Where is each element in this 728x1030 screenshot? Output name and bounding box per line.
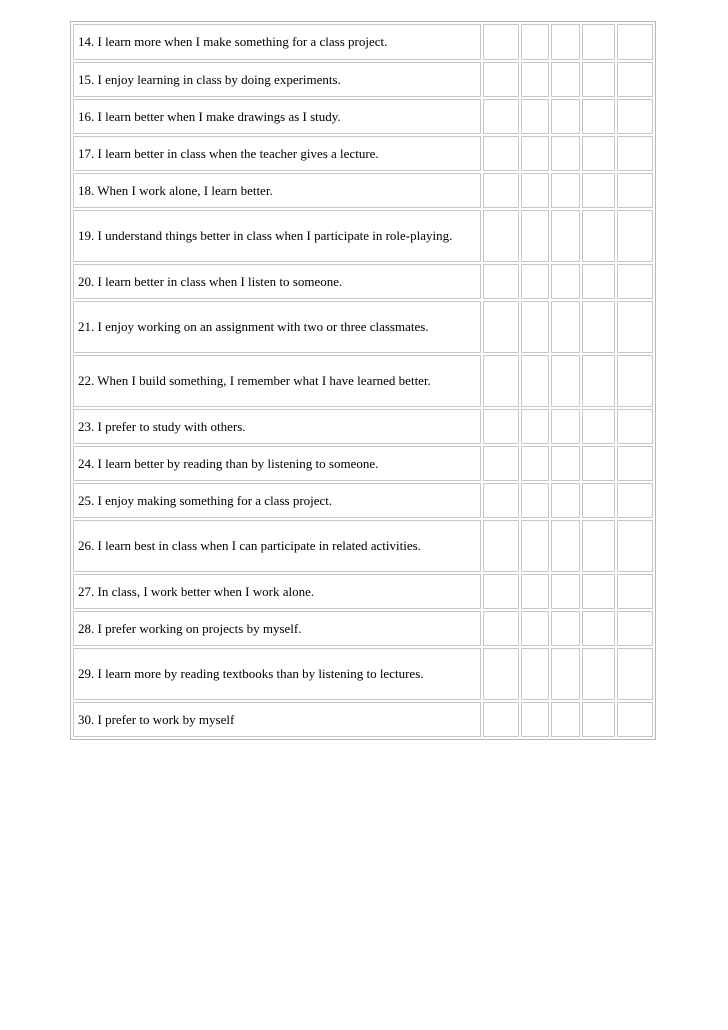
response-cell[interactable] <box>582 520 615 572</box>
response-cell[interactable] <box>551 520 581 572</box>
response-cell[interactable] <box>551 611 581 646</box>
response-cell[interactable] <box>521 210 549 262</box>
response-cell[interactable] <box>551 446 581 481</box>
response-cell[interactable] <box>617 446 653 481</box>
response-cell[interactable] <box>483 24 519 60</box>
response-cell[interactable] <box>521 62 549 97</box>
response-cell[interactable] <box>483 264 519 299</box>
response-cell[interactable] <box>582 574 615 609</box>
response-cell[interactable] <box>582 136 615 171</box>
response-cell[interactable] <box>617 173 653 208</box>
response-cell[interactable] <box>582 611 615 646</box>
response-cell[interactable] <box>551 264 581 299</box>
response-cell[interactable] <box>582 648 615 700</box>
question-text: 17. I learn better in class when the teacher gives a lecture. <box>73 136 481 171</box>
response-cell[interactable] <box>551 24 581 60</box>
response-cell[interactable] <box>582 99 615 134</box>
response-cell[interactable] <box>521 301 549 353</box>
question-text: 22. When I build something, I remember what I have learned better. <box>73 355 481 407</box>
question-text: 27. In class, I work better when I work alone. <box>73 574 481 609</box>
response-cell[interactable] <box>582 264 615 299</box>
response-cell[interactable] <box>582 355 615 407</box>
response-cell[interactable] <box>521 264 549 299</box>
response-cell[interactable] <box>582 409 615 444</box>
question-row <box>73 173 653 208</box>
question-text: 14. I learn more when I make something for a class project. <box>73 24 481 60</box>
response-cell[interactable] <box>483 574 519 609</box>
response-cell[interactable] <box>551 648 581 700</box>
response-cell[interactable] <box>483 520 519 572</box>
response-cell[interactable] <box>617 99 653 134</box>
question-row <box>73 409 653 444</box>
response-cell[interactable] <box>617 355 653 407</box>
question-row <box>73 24 653 60</box>
response-cell[interactable] <box>551 301 581 353</box>
question-row <box>73 483 653 518</box>
response-cell[interactable] <box>617 301 653 353</box>
response-cell[interactable] <box>483 99 519 134</box>
response-cell[interactable] <box>483 483 519 518</box>
response-cell[interactable] <box>551 99 581 134</box>
response-cell[interactable] <box>521 173 549 208</box>
response-cell[interactable] <box>483 611 519 646</box>
question-row <box>73 99 653 134</box>
question-row <box>73 210 653 262</box>
question-text: 19. I understand things better in class when I participate in role-playing. <box>73 210 481 262</box>
question-row <box>73 520 653 572</box>
response-cell[interactable] <box>551 173 581 208</box>
question-row <box>73 446 653 481</box>
question-row <box>73 648 653 700</box>
response-cell[interactable] <box>483 173 519 208</box>
question-text: 15. I enjoy learning in class by doing experiments. <box>73 62 481 97</box>
question-row <box>73 136 653 171</box>
response-cell[interactable] <box>551 702 581 737</box>
response-cell[interactable] <box>582 483 615 518</box>
response-cell[interactable] <box>617 264 653 299</box>
response-cell[interactable] <box>521 611 549 646</box>
question-text: 30. I prefer to work by myself <box>73 702 481 737</box>
response-cell[interactable] <box>521 99 549 134</box>
question-text: 29. I learn more by reading textbooks than by listening to lectures. <box>73 648 481 700</box>
response-cell[interactable] <box>521 648 549 700</box>
response-cell[interactable] <box>582 62 615 97</box>
question-row <box>73 702 653 737</box>
response-cell[interactable] <box>521 355 549 407</box>
response-cell[interactable] <box>551 355 581 407</box>
question-row <box>73 301 653 353</box>
response-cell[interactable] <box>521 702 549 737</box>
response-cell[interactable] <box>521 409 549 444</box>
response-cell[interactable] <box>617 483 653 518</box>
question-row <box>73 62 653 97</box>
response-cell[interactable] <box>551 574 581 609</box>
question-text: 24. I learn better by reading than by listening to someone. <box>73 446 481 481</box>
question-text: 26. I learn best in class when I can participate in related activities. <box>73 520 481 572</box>
response-cell[interactable] <box>551 62 581 97</box>
response-cell[interactable] <box>617 409 653 444</box>
response-cell[interactable] <box>521 136 549 171</box>
question-text: 28. I prefer working on projects by myself. <box>73 611 481 646</box>
response-cell[interactable] <box>521 520 549 572</box>
response-cell[interactable] <box>483 210 519 262</box>
response-cell[interactable] <box>483 702 519 737</box>
response-cell[interactable] <box>483 62 519 97</box>
response-cell[interactable] <box>483 409 519 444</box>
response-cell[interactable] <box>551 409 581 444</box>
response-cell[interactable] <box>582 446 615 481</box>
response-cell[interactable] <box>483 136 519 171</box>
response-cell[interactable] <box>521 446 549 481</box>
response-cell[interactable] <box>521 24 549 60</box>
response-cell[interactable] <box>617 611 653 646</box>
question-text: 23. I prefer to study with others. <box>73 409 481 444</box>
question-row <box>73 264 653 299</box>
response-cell[interactable] <box>483 648 519 700</box>
response-cell[interactable] <box>483 446 519 481</box>
response-cell[interactable] <box>617 702 653 737</box>
response-cell[interactable] <box>582 210 615 262</box>
response-cell[interactable] <box>617 136 653 171</box>
question-row <box>73 574 653 609</box>
response-cell[interactable] <box>521 574 549 609</box>
response-cell[interactable] <box>483 301 519 353</box>
response-cell[interactable] <box>582 173 615 208</box>
question-text: 21. I enjoy working on an assignment with two or three classmates. <box>73 301 481 353</box>
response-cell[interactable] <box>582 301 615 353</box>
question-text: 18. When I work alone, I learn better. <box>73 173 481 208</box>
response-cell[interactable] <box>551 210 581 262</box>
response-cell[interactable] <box>617 62 653 97</box>
response-cell[interactable] <box>617 24 653 60</box>
question-text: 16. I learn better when I make drawings as I study. <box>73 99 481 134</box>
response-cell[interactable] <box>617 210 653 262</box>
response-cell[interactable] <box>483 355 519 407</box>
response-cell[interactable] <box>551 136 581 171</box>
response-cell[interactable] <box>521 483 549 518</box>
response-cell[interactable] <box>582 24 615 60</box>
response-cell[interactable] <box>617 574 653 609</box>
question-row <box>73 355 653 407</box>
response-cell[interactable] <box>551 483 581 518</box>
question-row <box>73 611 653 646</box>
response-cell[interactable] <box>617 520 653 572</box>
response-cell[interactable] <box>617 648 653 700</box>
question-text: 25. I enjoy making something for a class project. <box>73 483 481 518</box>
questionnaire-table <box>70 21 656 740</box>
response-cell[interactable] <box>582 702 615 737</box>
question-text: 20. I learn better in class when I listen to someone. <box>73 264 481 299</box>
